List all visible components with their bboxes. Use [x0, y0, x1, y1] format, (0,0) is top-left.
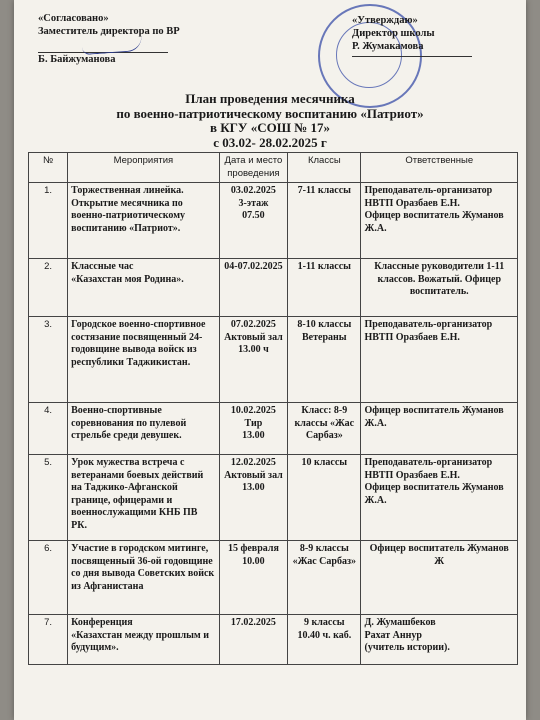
row-responsible: Преподаватель-организатор НВТП Оразбаев Е.Н. Офицер воспитатель Жуманов Ж.А.: [361, 455, 518, 541]
row-responsible: Преподаватель-организатор НВТП Оразбаев Е.Н.: [361, 317, 518, 403]
events-table: [28, 152, 518, 665]
row-event: Участие в городском митинге, посвященный 36-ой годовщине со дня вывода Советских войск из Афганистана: [68, 541, 220, 615]
row-event: Городское военно-спортивное состязание посвященный 24-годовщине вывода войск из республики Таджикистан.: [68, 317, 220, 403]
header-responsible: Ответственные: [361, 153, 518, 183]
row-event: Урок мужества встреча с ветеранами боевых действий на Таджико-Афганской границе, офицерами и военнослужащими КНБ ПВ РК.: [68, 455, 220, 541]
row-classes: 8-10 классы Ветераны: [288, 317, 361, 403]
table-row: [29, 541, 518, 615]
header-number: №: [29, 153, 68, 183]
agreed-position: Заместитель директора по ВР: [38, 26, 180, 37]
row-responsible: Преподаватель-организатор НВТП Оразбаев Е.Н. Офицер воспитатель Жуманов Ж.А.: [361, 183, 518, 259]
row-classes: 10 классы: [288, 455, 361, 541]
row-classes: 8-9 классы «Жас Сарбаз»: [288, 541, 361, 615]
row-responsible: Д. Жумашбеков Рахат Аннур (учитель истории).: [361, 615, 518, 665]
approved-label: «Утверждаю»: [352, 15, 418, 26]
row-classes: 9 классы 10.40 ч. каб.: [288, 615, 361, 665]
agreed-name: Б. Байжуманова: [38, 54, 116, 65]
row-date: 07.02.2025 Актовый зал 13.00 ч: [219, 317, 287, 403]
title-line-2: по военно-патриотическому воспитанию «Патриот»: [116, 105, 424, 121]
approval-right-block: [352, 14, 492, 57]
row-number: 7.: [29, 615, 68, 665]
approval-left-block: [38, 12, 198, 66]
row-number: 1.: [29, 183, 68, 259]
title-line-4: с 03.02- 28.02.2025 г: [213, 134, 327, 150]
row-classes: 1-11 классы: [288, 259, 361, 317]
table-row: [29, 615, 518, 665]
table-row: [29, 183, 518, 259]
row-number: 5.: [29, 455, 68, 541]
title-line-3: в КГУ «СОШ № 17»: [209, 120, 331, 135]
header-event: Мероприятия: [68, 153, 220, 183]
approved-position: Директор школы: [352, 28, 435, 39]
row-date: 12.02.2025 Актовый зал 13.00: [219, 455, 287, 541]
table-header-row: [29, 153, 518, 183]
table-row: [29, 259, 518, 317]
row-classes: 7-11 классы: [288, 183, 361, 259]
approved-name: Р. Жумакамова: [352, 41, 424, 52]
signature-line-right: [352, 55, 472, 57]
table-row: [29, 455, 518, 541]
header-classes: Классы: [288, 153, 361, 183]
table-row: [29, 403, 518, 455]
row-date: 04-07.02.2025: [219, 259, 287, 317]
row-number: 6.: [29, 541, 68, 615]
row-responsible: Офицер воспитатель Жуманов Ж: [361, 541, 518, 615]
title-line-1: План проведения месячника: [185, 91, 355, 106]
signature-line: [38, 38, 168, 53]
row-event: Торжественная линейка. Открытие месячника по военно-патриотическому воспитанию «Патриот».: [68, 183, 220, 259]
row-responsible: Классные руководители 1-11 классов. Вожатый. Офицер воспитатель.: [361, 259, 518, 317]
row-date: 03.02.2025 3-этаж 07.50: [219, 183, 287, 259]
row-event: Классные час «Казахстан моя Родина».: [68, 259, 220, 317]
row-number: 2.: [29, 259, 68, 317]
row-event: Военно-спортивные соревнования по пулевой стрельбе среди девушек.: [68, 403, 220, 455]
table-row: [29, 317, 518, 403]
row-date: 15 февраля 10.00: [219, 541, 287, 615]
row-date: 17.02.2025: [219, 615, 287, 665]
row-date: 10.02.2025 Тир 13.00: [219, 403, 287, 455]
row-event: Конференция «Казахстан между прошлым и будущим».: [68, 615, 220, 665]
row-classes: Класс: 8-9 классы «Жас Сарбаз»: [288, 403, 361, 455]
signature-mark: [82, 36, 143, 55]
row-number: 4.: [29, 403, 68, 455]
agreed-label: «Согласовано»: [38, 13, 109, 24]
header-date: Дата и место проведения: [219, 153, 287, 183]
row-number: 3.: [29, 317, 68, 403]
document-title: [40, 92, 500, 150]
row-responsible: Офицер воспитатель Жуманов Ж.А.: [361, 403, 518, 455]
